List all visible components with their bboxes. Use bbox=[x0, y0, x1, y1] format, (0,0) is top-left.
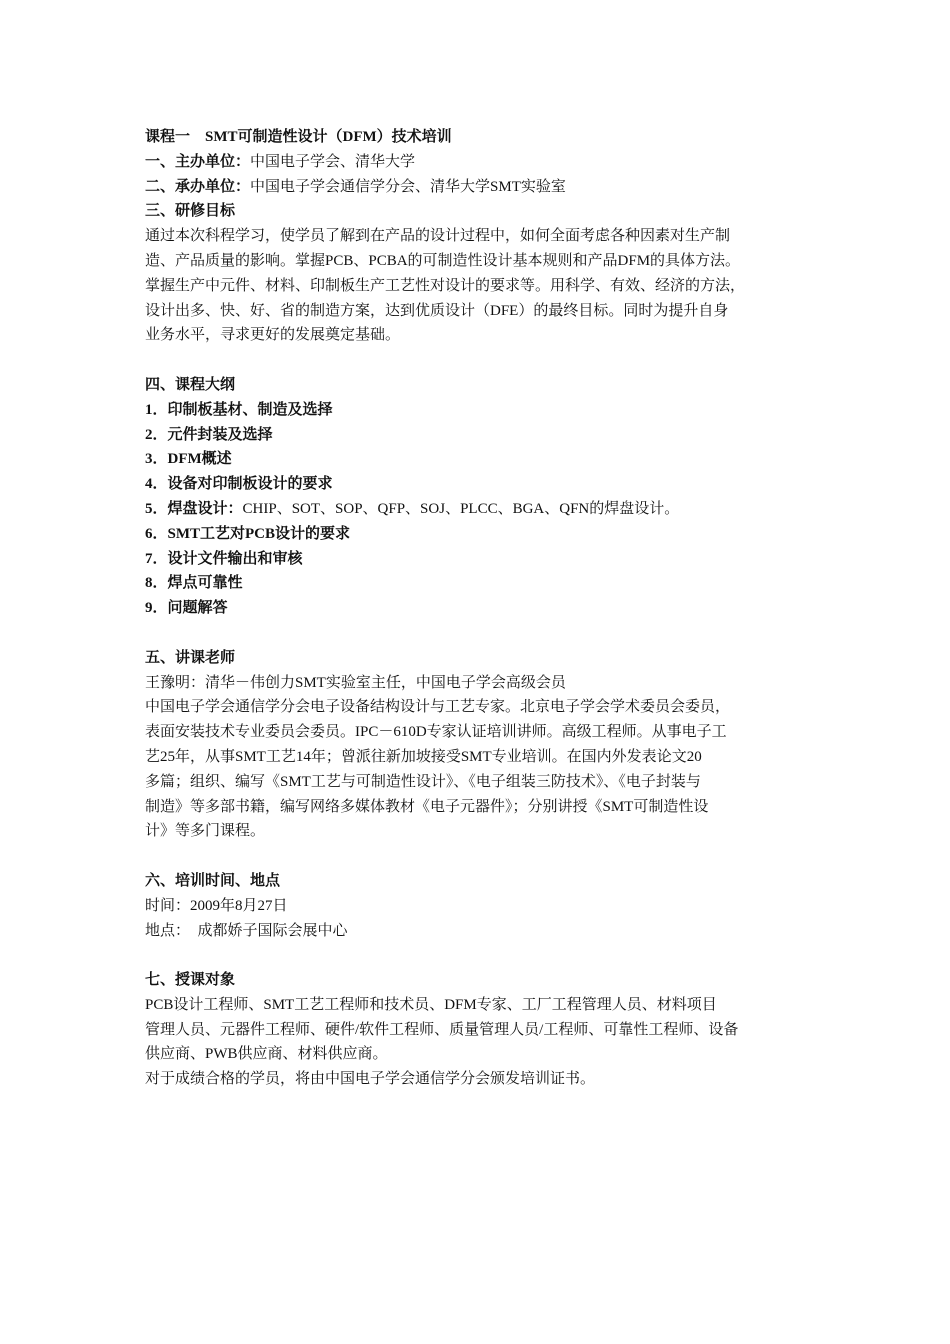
organizer-line bbox=[145, 150, 825, 175]
outline-item-detail: CHIP、SOT、SOP、QFP、SOJ、PLCC、BGA、QFN的焊盘设计。 bbox=[242, 500, 680, 517]
co-organizer-line bbox=[145, 175, 825, 200]
outline-heading: 四、课程大纲 bbox=[145, 376, 236, 393]
course-title: 课程一 SMT可制造性设计（DFM）技术培训 bbox=[145, 129, 452, 145]
section-spacer bbox=[145, 621, 825, 646]
co-organizer-value: 中国电子学会通信学分会、清华大学SMT实验室 bbox=[250, 178, 566, 195]
schedule-place: 地点： 成都娇子国际会展中心 bbox=[145, 922, 348, 939]
audience-line: 管理人员、元器件工程师、硬件/软件工程师、质量管理人员/工程师、可靠性工程师、设备 bbox=[145, 1021, 739, 1038]
goals-line: 设计出多、快、好、省的制造方案，达到优质设计（DFE）的最终目标。同时为提升自身 bbox=[145, 302, 729, 319]
outline-item: 7．设计文件输出和审核 bbox=[145, 550, 303, 567]
schedule-heading: 六、培训时间、地点 bbox=[145, 872, 281, 889]
lecturer-line: 王豫明：清华－伟创力SMT实验室主任，中国电子学会高级会员 bbox=[145, 674, 566, 691]
lecturer-line: 中国电子学会通信学分会电子设备结构设计与工艺专家。北京电子学会学术委员会委员， bbox=[145, 699, 731, 716]
outline-item: 3．DFM概述 bbox=[145, 451, 232, 468]
outline-item: 9．问题解答 bbox=[145, 600, 228, 617]
lecturer-line: 多篇；组织、编写《SMT工艺与可制造性设计》、《电子组装三防技术》、《电子封装与 bbox=[145, 773, 701, 790]
organizer-label: 一、主办单位： bbox=[145, 153, 251, 170]
outline-item bbox=[145, 497, 825, 522]
co-organizer-label: 二、承办单位： bbox=[145, 178, 251, 195]
outline-item: 4．设备对印制板设计的要求 bbox=[145, 476, 333, 493]
audience-line: PCB设计工程师、SMT工艺工程师和技术员、DFM专家、工厂工程管理人员、材料项目 bbox=[145, 996, 717, 1013]
lecturer-line: 艺25年，从事SMT工艺14年；曾派往新加坡接受SMT专业培训。在国内外发表论文20 bbox=[145, 748, 702, 765]
audience-line: 供应商、PWB供应商、材料供应商。 bbox=[145, 1046, 388, 1063]
section-spacer bbox=[145, 348, 825, 373]
outline-item: 2．元件封装及选择 bbox=[145, 426, 273, 443]
goals-line: 造、产品质量的影响。掌握PCB、PCBA的可制造性设计基本规则和产品DFM的具体方法。 bbox=[145, 252, 741, 269]
audience-line: 对于成绩合格的学员，将由中国电子学会通信学分会颁发培训证书。 bbox=[145, 1071, 596, 1088]
audience-heading: 七、授课对象 bbox=[145, 972, 236, 989]
lecturer-line: 表面安装技术专业委员会委员。IPC－610D专家认证培训讲师。高级工程师。从事电子工 bbox=[145, 724, 727, 741]
outline-item: 1．印制板基材、制造及选择 bbox=[145, 401, 333, 418]
section-spacer bbox=[145, 943, 825, 968]
goals-heading: 三、研修目标 bbox=[145, 203, 236, 220]
outline-item-label: 5．焊盘设计： bbox=[145, 500, 243, 517]
organizer-value: 中国电子学会、清华大学 bbox=[250, 153, 416, 170]
schedule-time: 时间：2009年8月27日 bbox=[145, 897, 288, 914]
lecturer-line: 计》等多门课程。 bbox=[145, 823, 266, 840]
outline-item: 6．SMT工艺对PCB设计的要求 bbox=[145, 525, 351, 542]
lecturer-line: 制造》等多部书籍，编写网络多媒体教材《电子元器件》；分别讲授《SMT可制造性设 bbox=[145, 798, 709, 815]
outline-item: 8．焊点可靠性 bbox=[145, 575, 243, 592]
section-spacer bbox=[145, 844, 825, 869]
lecturer-heading: 五、讲课老师 bbox=[145, 649, 236, 666]
goals-line: 掌握生产中元件、材料、印制板生产工艺性对设计的要求等。用科学、有效、经济的方法， bbox=[145, 277, 746, 294]
goals-line: 业务水平，寻求更好的发展奠定基础。 bbox=[145, 327, 401, 344]
goals-line: 通过本次科程学习，使学员了解到在产品的设计过程中，如何全面考虑各种因素对生产制 bbox=[145, 228, 731, 245]
document-page bbox=[145, 125, 825, 1092]
